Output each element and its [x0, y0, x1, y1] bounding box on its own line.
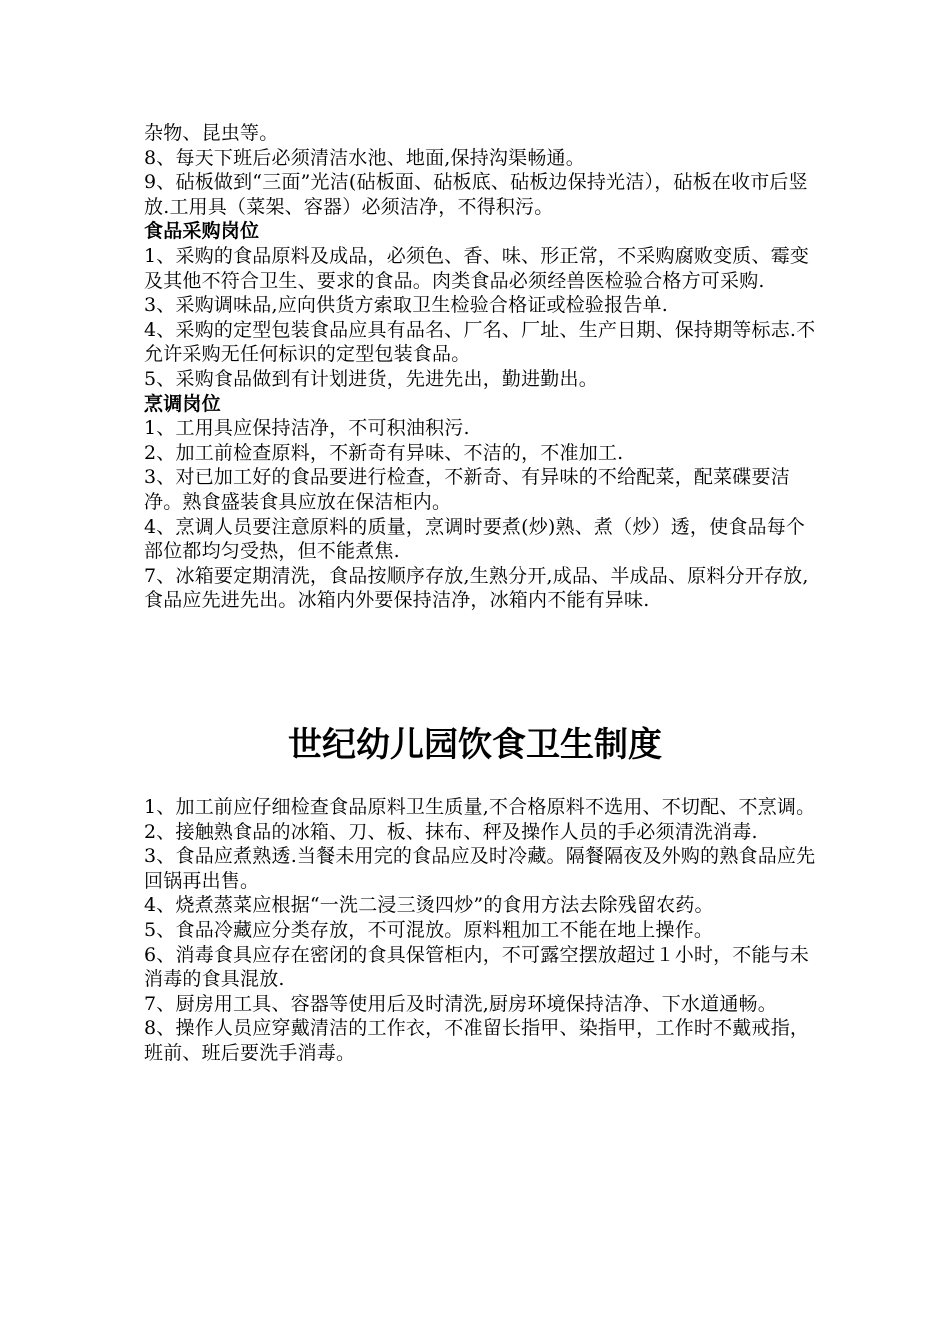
cooking-item: 1、工用具应保持洁净，不可积油积污. [144, 417, 470, 440]
continuation-line: 杂物、昆虫等。 [144, 122, 279, 144]
cooking-heading: 烹调岗位 [144, 392, 221, 415]
document-title: 世纪幼儿园饮食卫生制度 [288, 725, 662, 765]
continuation-item-9: 9、砧板做到“三面”光洁(砧板面、砧板底、砧板边保持光洁），砧板在收市后竖放.工用具（菜架、容器）必须洁净，不得积污。 [144, 171, 808, 218]
regulation-item: 6、消毒食具应存在密闭的食具保管柜内，不可露空摆放超过１小时，不能与未消毒的食具混放. [144, 943, 810, 991]
regulation-item: 1、加工前应仔细检查食品原料卫生质量,不合格原料不选用、不切配、不烹调。 [144, 796, 816, 818]
regulation-item: 8、操作人员应穿戴清洁的工作衣，不准留长指甲、染指甲，工作时不戴戒指，班前、班后要洗手消毒。 [144, 1017, 810, 1064]
cooking-item: 2、加工前检查原料，不新奇有异味、不洁的，不准加工. [144, 441, 624, 464]
regulations-section [144, 795, 816, 1066]
top-section [144, 121, 816, 613]
cooking-item: 3、对已加工好的食品要进行检查，不新奇、有异味的不给配菜，配菜碟要洁净。熟食盛装食具应放在保洁柜内。 [144, 466, 790, 513]
regulation-item: 5、食品冷藏应分类存放，不可混放。原料粗加工不能在地上操作。 [144, 918, 714, 941]
procurement-item: 1、采购的食品原料及成品，必须色、香、味、形正常，不采购腐败变质、霉变及其他不符合卫生、要求的食品。肉类食品必须经兽医检验合格方可采购. [144, 244, 810, 292]
regulation-item: 3、食品应煮熟透.当餐未用完的食品应及时冷藏。隔餐隔夜及外购的熟食品应先回锅再出售。 [144, 845, 816, 892]
cooking-item: 4、烹调人员要注意原料的质量，烹调时要煮(炒)熟、煮（炒）透，使食品每个部位都均匀受热，但不能煮焦. [144, 515, 806, 563]
continuation-item-8: 8、每天下班后必须清洁水池、地面,保持沟渠畅通。 [144, 146, 585, 169]
regulation-item: 7、厨房用工具、容器等使用后及时清洗,厨房环境保持洁净、下水道通畅。 [144, 992, 777, 1015]
procurement-item: 4、采购的定型包装食品应具有品名、厂名、厂址、生产日期、保持期等标志.不允许采购无任何标识的定型包装食品。 [144, 318, 816, 366]
regulation-item: 4、烧煮蒸菜应根据“一洗二浸三烫四炒”的食用方法去除残留农药。 [144, 894, 714, 917]
procurement-item: 3、采购调味品,应向供货方索取卫生检验合格证或检验报告单. [144, 294, 668, 317]
procurement-item: 5、采购食品做到有计划进货，先进先出，勤进勤出。 [144, 367, 598, 390]
regulation-item: 2、接触熟食品的冰箱、刀、板、抹布、秤及操作人员的手必须清洗消毒. [144, 820, 758, 843]
procurement-heading: 食品采购岗位 [144, 220, 260, 243]
cooking-item: 7、冰箱要定期清洗，食品按顺序存放,生熟分开,成品、半成品、原料分开存放,食品应先进先出。冰箱内外要保持洁净，冰箱内不能有异味. [144, 564, 809, 612]
